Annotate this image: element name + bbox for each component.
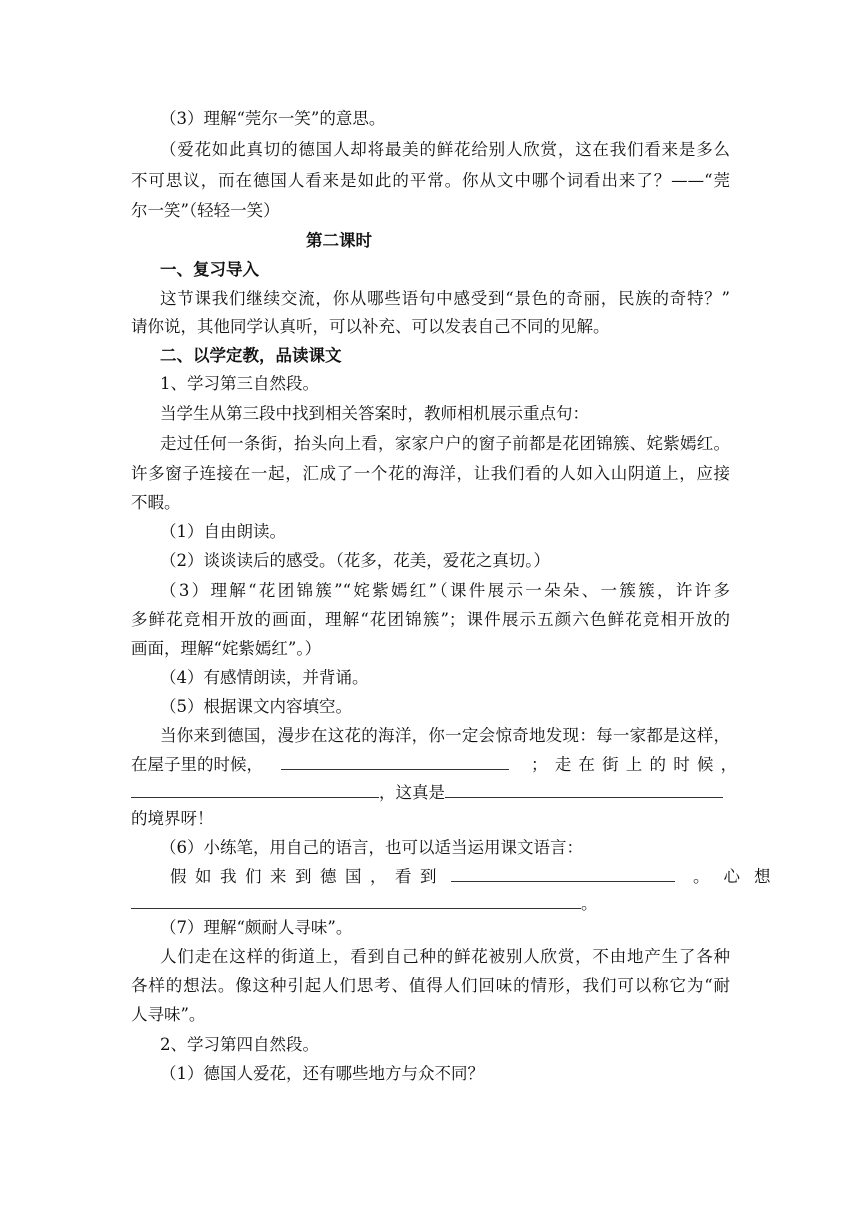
paragraph-line: 这节课我们继续交流，你从哪些语句中感受到“景色的奇丽，民族的奇特？” xyxy=(160,289,730,308)
fill-text: 在屋子里的时候， xyxy=(131,755,263,774)
quote-line: 许多窗子连接在一起，汇成了一个花的海洋，让我们看的人如入山阴道上，应接 xyxy=(131,464,730,483)
fill-text: 假如我们来到德国，看到 xyxy=(170,867,445,886)
paragraph-line: 请你说，其他同学认真听，可以补充、可以发表自己不同的见解。 xyxy=(131,317,610,336)
paragraph-line: 人寻味”。 xyxy=(131,1005,206,1024)
step-item: （3）理解“花团锦簇”“姹紫嫣红”（课件展示一朵朵、一簇簇，许许多 xyxy=(160,581,730,600)
subheading: 2、学习第四自然段。 xyxy=(160,1035,319,1054)
step-item: （1）德国人爱花，还有哪些地方与众不同？ xyxy=(160,1064,484,1083)
blank-5[interactable] xyxy=(131,891,581,909)
step-item: （5）根据课文内容填空。 xyxy=(160,697,352,716)
subheading: 1、学习第三自然段。 xyxy=(160,374,319,393)
quote-line: 不暇。 xyxy=(131,493,181,512)
step-item: 多鲜花竞相开放的画面，理解“花团锦簇”；课件展示五颜六色鲜花竞相开放的 xyxy=(131,610,730,629)
quote-line: 走过任何一条街，抬头向上看，家家户户的窗子前都是花团锦簇、姹紫嫣红。 xyxy=(160,434,730,453)
blank-2[interactable] xyxy=(131,780,379,798)
step-item: （7）理解“颇耐人寻味”。 xyxy=(160,918,353,937)
step-item: 画面，理解“姹紫嫣红”。） xyxy=(131,639,322,658)
heading-study: 二、以学定教，品读课文 xyxy=(160,346,342,365)
fill-text: 。心想 xyxy=(693,867,785,886)
fill-line: 的境界呀！ xyxy=(131,809,214,828)
paragraph-line: 不可思议，而在德国人看来是如此的平常。你从文中哪个词看出来了？——“莞 xyxy=(131,171,730,190)
blank-3[interactable] xyxy=(445,780,723,798)
fill-text: ；走在街上的时候， xyxy=(531,755,745,774)
fill-line xyxy=(131,780,730,802)
paragraph-line: 尔一笑”（轻轻一笑） xyxy=(131,201,280,220)
fill-line xyxy=(170,864,785,886)
step-item: （6）小练笔，用自己的语言，也可以适当运用课文语言： xyxy=(160,838,583,857)
step-item: （1）自由朗读。 xyxy=(160,522,286,541)
paragraph-line: 当学生从第三段中找到相关答案时，教师相机展示重点句： xyxy=(160,404,589,423)
fill-line: 当你来到德国，漫步在这花的海洋，你一定会惊奇地发现：每一家都是这样， xyxy=(160,726,730,745)
step-item: （2）谈谈读后的感受。（花多，花美，爱花之真切。） xyxy=(160,551,550,570)
blank-1[interactable] xyxy=(281,752,509,770)
paragraph-line: 各样的想法。像这种引起人们思考、值得人们回味的情形，我们可以称它为“耐 xyxy=(131,976,730,995)
paragraph-line: （爱花如此真切的德国人却将最美的鲜花给别人欣赏，这在我们看来是多么 xyxy=(160,140,730,159)
paragraph-line: 人们走在这样的街道上，看到自己种的鲜花被别人欣赏，不由地产生了各种 xyxy=(160,947,730,966)
section-title: 第二课时 xyxy=(306,231,372,250)
fill-line xyxy=(131,891,598,913)
heading-review: 一、复习导入 xyxy=(160,260,259,279)
fill-text: ，这真是 xyxy=(379,783,445,802)
step-item: （4）有感情朗读，并背诵。 xyxy=(160,668,369,687)
blank-4[interactable] xyxy=(451,864,675,882)
fill-line xyxy=(131,752,745,774)
item-3-heading: （3）理解“莞尔一笑”的意思。 xyxy=(160,109,386,128)
fill-text: 。 xyxy=(581,894,598,913)
